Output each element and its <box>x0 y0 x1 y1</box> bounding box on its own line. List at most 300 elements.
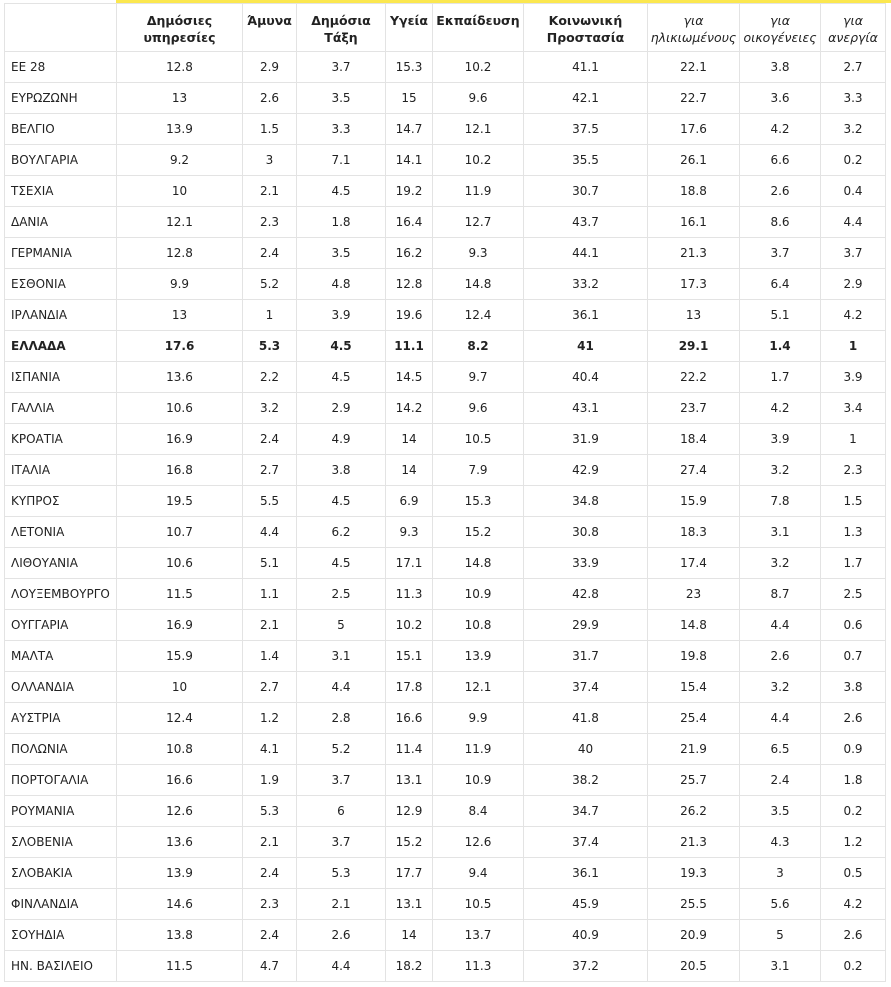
elderly-column-cell: 18.8 <box>648 176 740 207</box>
table-row <box>5 889 886 920</box>
families-column-cell: 7.8 <box>740 486 821 517</box>
education-column-cell: 10.5 <box>433 424 524 455</box>
families-column-cell: 2.6 <box>740 641 821 672</box>
public-order-column-cell: 6.2 <box>297 517 386 548</box>
table-row <box>5 796 886 827</box>
public-order-column-cell: 4.9 <box>297 424 386 455</box>
country-name-cell: ΔΑΝΙΑ <box>5 207 117 238</box>
defense-column-cell: 2.7 <box>243 672 297 703</box>
defense-column-cell: 2.3 <box>243 207 297 238</box>
defense-column-cell: 1.9 <box>243 765 297 796</box>
defense-column-cell: 2.6 <box>243 83 297 114</box>
families-column-cell: 2.4 <box>740 765 821 796</box>
public-order-column-cell: 3.5 <box>297 238 386 269</box>
education-column-cell: 10.5 <box>433 889 524 920</box>
social-protection-column-cell: 42.9 <box>524 455 648 486</box>
families-column-cell: 3.5 <box>740 796 821 827</box>
elderly-column-cell: 15.4 <box>648 672 740 703</box>
defense-column-cell: 1 <box>243 300 297 331</box>
elderly-column-cell: 20.5 <box>648 951 740 982</box>
social-protection-column-cell: 30.7 <box>524 176 648 207</box>
elderly-column-cell: 22.7 <box>648 83 740 114</box>
education-column-header: Εκπαίδευση <box>433 4 524 52</box>
table-row <box>5 300 886 331</box>
table-row <box>5 765 886 796</box>
public-services-column-cell: 10 <box>117 176 243 207</box>
social-protection-column-cell: 37.2 <box>524 951 648 982</box>
public-services-column-cell: 10.6 <box>117 548 243 579</box>
defense-column-cell: 2.1 <box>243 176 297 207</box>
public-order-column-cell: 1.8 <box>297 207 386 238</box>
health-column-cell: 16.2 <box>386 238 433 269</box>
education-column-cell: 10.9 <box>433 579 524 610</box>
public-services-column-cell: 9.9 <box>117 269 243 300</box>
country-name-cell: ΗΝ. ΒΑΣΙΛΕΙΟ <box>5 951 117 982</box>
education-column-cell: 9.4 <box>433 858 524 889</box>
unemployment-column-cell: 1 <box>821 331 886 362</box>
social-protection-column-cell: 30.8 <box>524 517 648 548</box>
public-order-column-cell: 5.2 <box>297 734 386 765</box>
unemployment-column-cell: 0.2 <box>821 796 886 827</box>
education-column-cell: 15.3 <box>433 486 524 517</box>
health-column-cell: 10.2 <box>386 610 433 641</box>
country-name-cell: ΟΥΓΓΑΡΙΑ <box>5 610 117 641</box>
social-protection-column-cell: 37.4 <box>524 672 648 703</box>
health-column-cell: 17.7 <box>386 858 433 889</box>
social-protection-column-cell: 41.1 <box>524 52 648 83</box>
country-name-cell: ΓΕΡΜΑΝΙΑ <box>5 238 117 269</box>
elderly-column-cell: 13 <box>648 300 740 331</box>
defense-column-cell: 2.1 <box>243 610 297 641</box>
country-name-cell: ΕΥΡΩΖΩΝΗ <box>5 83 117 114</box>
header-row <box>5 4 886 52</box>
health-column-cell: 15.1 <box>386 641 433 672</box>
country-name-cell: ΕΣΘΟΝΙΑ <box>5 269 117 300</box>
elderly-column-cell: 18.3 <box>648 517 740 548</box>
health-column-cell: 16.4 <box>386 207 433 238</box>
table-row <box>5 734 886 765</box>
unemployment-column-header: για ανεργία <box>821 4 886 52</box>
families-column-cell: 3.6 <box>740 83 821 114</box>
table-row <box>5 207 886 238</box>
defense-column-cell: 1.4 <box>243 641 297 672</box>
social-protection-column-cell: 41.8 <box>524 703 648 734</box>
defense-column-cell: 2.4 <box>243 238 297 269</box>
table-row <box>5 703 886 734</box>
defense-column-cell: 2.3 <box>243 889 297 920</box>
elderly-column-cell: 22.2 <box>648 362 740 393</box>
unemployment-column-cell: 1.5 <box>821 486 886 517</box>
health-column-cell: 11.1 <box>386 331 433 362</box>
defense-column-cell: 2.9 <box>243 52 297 83</box>
defense-column-header: Άμυνα <box>243 4 297 52</box>
public-order-column-cell: 3.7 <box>297 827 386 858</box>
table-row <box>5 548 886 579</box>
unemployment-column-cell: 3.7 <box>821 238 886 269</box>
elderly-column-cell: 19.8 <box>648 641 740 672</box>
public-services-column-cell: 13.9 <box>117 114 243 145</box>
country-name-cell: ΠΟΡΤΟΓΑΛΙΑ <box>5 765 117 796</box>
country-name-cell: ΒΕΛΓΙΟ <box>5 114 117 145</box>
social-protection-column-cell: 37.4 <box>524 827 648 858</box>
unemployment-column-cell: 4.4 <box>821 207 886 238</box>
public-services-column-cell: 16.6 <box>117 765 243 796</box>
education-column-cell: 8.2 <box>433 331 524 362</box>
families-column-cell: 4.2 <box>740 393 821 424</box>
public-services-column-cell: 11.5 <box>117 579 243 610</box>
public-order-column-cell: 2.1 <box>297 889 386 920</box>
unemployment-column-cell: 3.9 <box>821 362 886 393</box>
education-column-cell: 12.7 <box>433 207 524 238</box>
table-row <box>5 579 886 610</box>
public-order-column-cell: 4.4 <box>297 672 386 703</box>
public-services-column-cell: 12.1 <box>117 207 243 238</box>
education-column-cell: 10.2 <box>433 52 524 83</box>
defense-column-cell: 2.2 <box>243 362 297 393</box>
elderly-column-cell: 21.3 <box>648 238 740 269</box>
spending-table <box>4 3 886 982</box>
public-order-column-cell: 4.8 <box>297 269 386 300</box>
public-order-column-cell: 4.5 <box>297 176 386 207</box>
social-protection-column-cell: 29.9 <box>524 610 648 641</box>
unemployment-column-cell: 3.2 <box>821 114 886 145</box>
families-column-cell: 1.4 <box>740 331 821 362</box>
country-name-cell: ΟΛΛΑΝΔΙΑ <box>5 672 117 703</box>
health-column-cell: 17.8 <box>386 672 433 703</box>
elderly-column-cell: 22.1 <box>648 52 740 83</box>
public-order-column-cell: 2.9 <box>297 393 386 424</box>
table-row <box>5 920 886 951</box>
public-services-column-cell: 19.5 <box>117 486 243 517</box>
defense-column-cell: 2.4 <box>243 858 297 889</box>
public-services-column-cell: 16.8 <box>117 455 243 486</box>
families-column-cell: 1.7 <box>740 362 821 393</box>
health-column-cell: 18.2 <box>386 951 433 982</box>
unemployment-column-cell: 2.6 <box>821 703 886 734</box>
families-column-cell: 5.1 <box>740 300 821 331</box>
country-name-cell: ΡΟΥΜΑΝΙΑ <box>5 796 117 827</box>
defense-column-cell: 1.5 <box>243 114 297 145</box>
public-services-column-cell: 16.9 <box>117 424 243 455</box>
defense-column-cell: 4.7 <box>243 951 297 982</box>
education-column-cell: 11.3 <box>433 951 524 982</box>
education-column-cell: 13.7 <box>433 920 524 951</box>
health-column-cell: 15.3 <box>386 52 433 83</box>
families-column-cell: 3.2 <box>740 672 821 703</box>
families-column-cell: 3.1 <box>740 517 821 548</box>
education-column-cell: 7.9 <box>433 455 524 486</box>
public-services-column-cell: 14.6 <box>117 889 243 920</box>
families-column-cell: 4.4 <box>740 703 821 734</box>
social-protection-column-cell: 40 <box>524 734 648 765</box>
defense-column-cell: 5.3 <box>243 796 297 827</box>
country-name-cell: ΙΣΠΑΝΙΑ <box>5 362 117 393</box>
unemployment-column-cell: 0.6 <box>821 610 886 641</box>
country-name-cell: ΚΡΟΑΤΙΑ <box>5 424 117 455</box>
public-services-column-cell: 12.8 <box>117 238 243 269</box>
social-protection-column-cell: 31.9 <box>524 424 648 455</box>
country-name-cell: ΣΛΟΒΕΝΙΑ <box>5 827 117 858</box>
unemployment-column-cell: 2.6 <box>821 920 886 951</box>
unemployment-column-cell: 0.4 <box>821 176 886 207</box>
social-protection-column-cell: 40.4 <box>524 362 648 393</box>
education-column-cell: 11.9 <box>433 176 524 207</box>
table-row <box>5 858 886 889</box>
defense-column-cell: 5.1 <box>243 548 297 579</box>
education-column-cell: 10.9 <box>433 765 524 796</box>
families-column-cell: 3.9 <box>740 424 821 455</box>
health-column-cell: 15.2 <box>386 827 433 858</box>
education-column-cell: 12.4 <box>433 300 524 331</box>
social-protection-column-cell: 36.1 <box>524 300 648 331</box>
table-row <box>5 517 886 548</box>
social-protection-column-cell: 37.5 <box>524 114 648 145</box>
table-row <box>5 641 886 672</box>
families-column-cell: 4.4 <box>740 610 821 641</box>
public-order-column-cell: 3.3 <box>297 114 386 145</box>
social-protection-column-cell: 43.1 <box>524 393 648 424</box>
country-name-cell: ΚΥΠΡΟΣ <box>5 486 117 517</box>
elderly-column-cell: 26.1 <box>648 145 740 176</box>
education-column-cell: 13.9 <box>433 641 524 672</box>
unemployment-column-cell: 2.9 <box>821 269 886 300</box>
public-services-column-cell: 12.4 <box>117 703 243 734</box>
social-protection-column-cell: 40.9 <box>524 920 648 951</box>
public-order-column-cell: 3.7 <box>297 765 386 796</box>
families-column-cell: 8.6 <box>740 207 821 238</box>
unemployment-column-cell: 1.3 <box>821 517 886 548</box>
defense-column-cell: 2.1 <box>243 827 297 858</box>
table-row <box>5 362 886 393</box>
education-column-cell: 14.8 <box>433 548 524 579</box>
education-column-cell: 9.9 <box>433 703 524 734</box>
table-row <box>5 827 886 858</box>
unemployment-column-cell: 0.2 <box>821 951 886 982</box>
public-order-column-cell: 3.7 <box>297 52 386 83</box>
elderly-column-cell: 15.9 <box>648 486 740 517</box>
public-order-column-cell: 3.1 <box>297 641 386 672</box>
country-name-cell: ΤΣΕΧΙΑ <box>5 176 117 207</box>
social-protection-column-cell: 33.9 <box>524 548 648 579</box>
country-name-cell: ΛΙΘΟΥΑΝΙΑ <box>5 548 117 579</box>
public-services-column-cell: 13 <box>117 300 243 331</box>
social-protection-column-cell: 42.1 <box>524 83 648 114</box>
public-order-column-cell: 3.8 <box>297 455 386 486</box>
table-row <box>5 83 886 114</box>
unemployment-column-cell: 1.8 <box>821 765 886 796</box>
education-column-cell: 11.9 <box>433 734 524 765</box>
families-column-cell: 3.2 <box>740 548 821 579</box>
education-column-cell: 9.7 <box>433 362 524 393</box>
table-row <box>5 114 886 145</box>
country-name-cell: ΕΕ 28 <box>5 52 117 83</box>
families-column-cell: 4.2 <box>740 114 821 145</box>
country-name-cell: ΛΟΥΞΕΜΒΟΥΡΓΟ <box>5 579 117 610</box>
elderly-column-cell: 17.3 <box>648 269 740 300</box>
public-order-column-cell: 6 <box>297 796 386 827</box>
health-column-cell: 14.2 <box>386 393 433 424</box>
health-column-cell: 11.3 <box>386 579 433 610</box>
education-column-cell: 8.4 <box>433 796 524 827</box>
health-column-cell: 14.5 <box>386 362 433 393</box>
table-row <box>5 145 886 176</box>
country-name-cell: ΣΟΥΗΔΙΑ <box>5 920 117 951</box>
defense-column-cell: 2.7 <box>243 455 297 486</box>
public-order-column-cell: 5.3 <box>297 858 386 889</box>
public-order-column-cell: 3.9 <box>297 300 386 331</box>
social-protection-column-cell: 45.9 <box>524 889 648 920</box>
health-column-cell: 14 <box>386 455 433 486</box>
elderly-column-header: για ηλικιωμένους <box>648 4 740 52</box>
public-services-column-cell: 10.8 <box>117 734 243 765</box>
defense-column-cell: 3.2 <box>243 393 297 424</box>
families-column-cell: 4.3 <box>740 827 821 858</box>
unemployment-column-cell: 2.7 <box>821 52 886 83</box>
families-column-cell: 5 <box>740 920 821 951</box>
defense-column-cell: 5.3 <box>243 331 297 362</box>
public-order-column-header: Δημόσια Τάξη <box>297 4 386 52</box>
unemployment-column-cell: 3.4 <box>821 393 886 424</box>
health-column-cell: 15 <box>386 83 433 114</box>
health-column-cell: 9.3 <box>386 517 433 548</box>
table-row <box>5 424 886 455</box>
families-column-cell: 5.6 <box>740 889 821 920</box>
families-column-cell: 3.8 <box>740 52 821 83</box>
social-protection-column-cell: 36.1 <box>524 858 648 889</box>
public-services-column-cell: 10 <box>117 672 243 703</box>
public-services-column-cell: 13.8 <box>117 920 243 951</box>
public-order-column-cell: 2.5 <box>297 579 386 610</box>
health-column-cell: 12.9 <box>386 796 433 827</box>
table-row <box>5 269 886 300</box>
education-column-cell: 14.8 <box>433 269 524 300</box>
social-protection-column-cell: 31.7 <box>524 641 648 672</box>
social-protection-column-header: Κοινωνική Προστασία <box>524 4 648 52</box>
defense-column-cell: 3 <box>243 145 297 176</box>
country-name-cell: ΕΛΛΑΔΑ <box>5 331 117 362</box>
country-column-header <box>5 4 117 52</box>
table-header <box>5 4 886 52</box>
table-row <box>5 393 886 424</box>
unemployment-column-cell: 4.2 <box>821 889 886 920</box>
table-row <box>5 486 886 517</box>
health-column-cell: 14 <box>386 424 433 455</box>
public-services-column-cell: 12.8 <box>117 52 243 83</box>
country-name-cell: ΙΤΑΛΙΑ <box>5 455 117 486</box>
health-column-cell: 14.1 <box>386 145 433 176</box>
defense-column-cell: 5.2 <box>243 269 297 300</box>
defense-column-cell: 2.4 <box>243 920 297 951</box>
families-column-cell: 3.2 <box>740 455 821 486</box>
public-order-column-cell: 4.5 <box>297 331 386 362</box>
health-column-cell: 19.6 <box>386 300 433 331</box>
social-protection-column-cell: 34.7 <box>524 796 648 827</box>
unemployment-column-cell: 0.7 <box>821 641 886 672</box>
country-name-cell: ΜΑΛΤΑ <box>5 641 117 672</box>
families-column-cell: 6.4 <box>740 269 821 300</box>
health-column-cell: 14.7 <box>386 114 433 145</box>
public-order-column-cell: 7.1 <box>297 145 386 176</box>
education-column-cell: 10.2 <box>433 145 524 176</box>
social-protection-column-cell: 43.7 <box>524 207 648 238</box>
table-row <box>5 238 886 269</box>
country-name-cell: ΒΟΥΛΓΑΡΙΑ <box>5 145 117 176</box>
elderly-column-cell: 20.9 <box>648 920 740 951</box>
families-column-cell: 2.6 <box>740 176 821 207</box>
education-column-cell: 15.2 <box>433 517 524 548</box>
public-order-column-cell: 4.4 <box>297 951 386 982</box>
unemployment-column-cell: 4.2 <box>821 300 886 331</box>
public-order-column-cell: 5 <box>297 610 386 641</box>
families-column-cell: 3.1 <box>740 951 821 982</box>
families-column-cell: 6.5 <box>740 734 821 765</box>
education-column-cell: 10.8 <box>433 610 524 641</box>
table-row <box>5 176 886 207</box>
public-services-column-cell: 16.9 <box>117 610 243 641</box>
education-column-cell: 9.3 <box>433 238 524 269</box>
health-column-cell: 14 <box>386 920 433 951</box>
unemployment-column-cell: 0.2 <box>821 145 886 176</box>
country-name-cell: ΙΡΛΑΝΔΙΑ <box>5 300 117 331</box>
health-column-cell: 13.1 <box>386 765 433 796</box>
unemployment-column-cell: 3.3 <box>821 83 886 114</box>
public-order-column-cell: 2.8 <box>297 703 386 734</box>
families-column-cell: 8.7 <box>740 579 821 610</box>
education-column-cell: 12.1 <box>433 114 524 145</box>
public-order-column-cell: 4.5 <box>297 548 386 579</box>
public-order-column-cell: 2.6 <box>297 920 386 951</box>
social-protection-column-cell: 44.1 <box>524 238 648 269</box>
defense-column-cell: 1.2 <box>243 703 297 734</box>
defense-column-cell: 5.5 <box>243 486 297 517</box>
unemployment-column-cell: 2.3 <box>821 455 886 486</box>
elderly-column-cell: 26.2 <box>648 796 740 827</box>
table-row <box>5 52 886 83</box>
unemployment-column-cell: 1 <box>821 424 886 455</box>
unemployment-column-cell: 0.5 <box>821 858 886 889</box>
public-services-column-cell: 13 <box>117 83 243 114</box>
defense-column-cell: 4.1 <box>243 734 297 765</box>
health-column-header: Υγεία <box>386 4 433 52</box>
elderly-column-cell: 25.5 <box>648 889 740 920</box>
country-name-cell: ΣΛΟΒΑΚΙΑ <box>5 858 117 889</box>
public-services-column-cell: 13.9 <box>117 858 243 889</box>
families-column-header: για οικογένειες <box>740 4 821 52</box>
social-protection-column-cell: 38.2 <box>524 765 648 796</box>
health-column-cell: 19.2 <box>386 176 433 207</box>
health-column-cell: 6.9 <box>386 486 433 517</box>
families-column-cell: 6.6 <box>740 145 821 176</box>
public-services-column-cell: 12.6 <box>117 796 243 827</box>
elderly-column-cell: 16.1 <box>648 207 740 238</box>
public-services-column-cell: 17.6 <box>117 331 243 362</box>
table-row <box>5 610 886 641</box>
country-name-cell: ΛΕΤΟΝΙΑ <box>5 517 117 548</box>
public-services-column-cell: 9.2 <box>117 145 243 176</box>
public-services-column-cell: 10.6 <box>117 393 243 424</box>
table-row <box>5 951 886 982</box>
public-services-column-cell: 15.9 <box>117 641 243 672</box>
defense-column-cell: 1.1 <box>243 579 297 610</box>
health-column-cell: 17.1 <box>386 548 433 579</box>
public-order-column-cell: 4.5 <box>297 362 386 393</box>
families-column-cell: 3.7 <box>740 238 821 269</box>
families-column-cell: 3 <box>740 858 821 889</box>
unemployment-column-cell: 3.8 <box>821 672 886 703</box>
unemployment-column-cell: 1.2 <box>821 827 886 858</box>
education-column-cell: 12.6 <box>433 827 524 858</box>
defense-column-cell: 2.4 <box>243 424 297 455</box>
